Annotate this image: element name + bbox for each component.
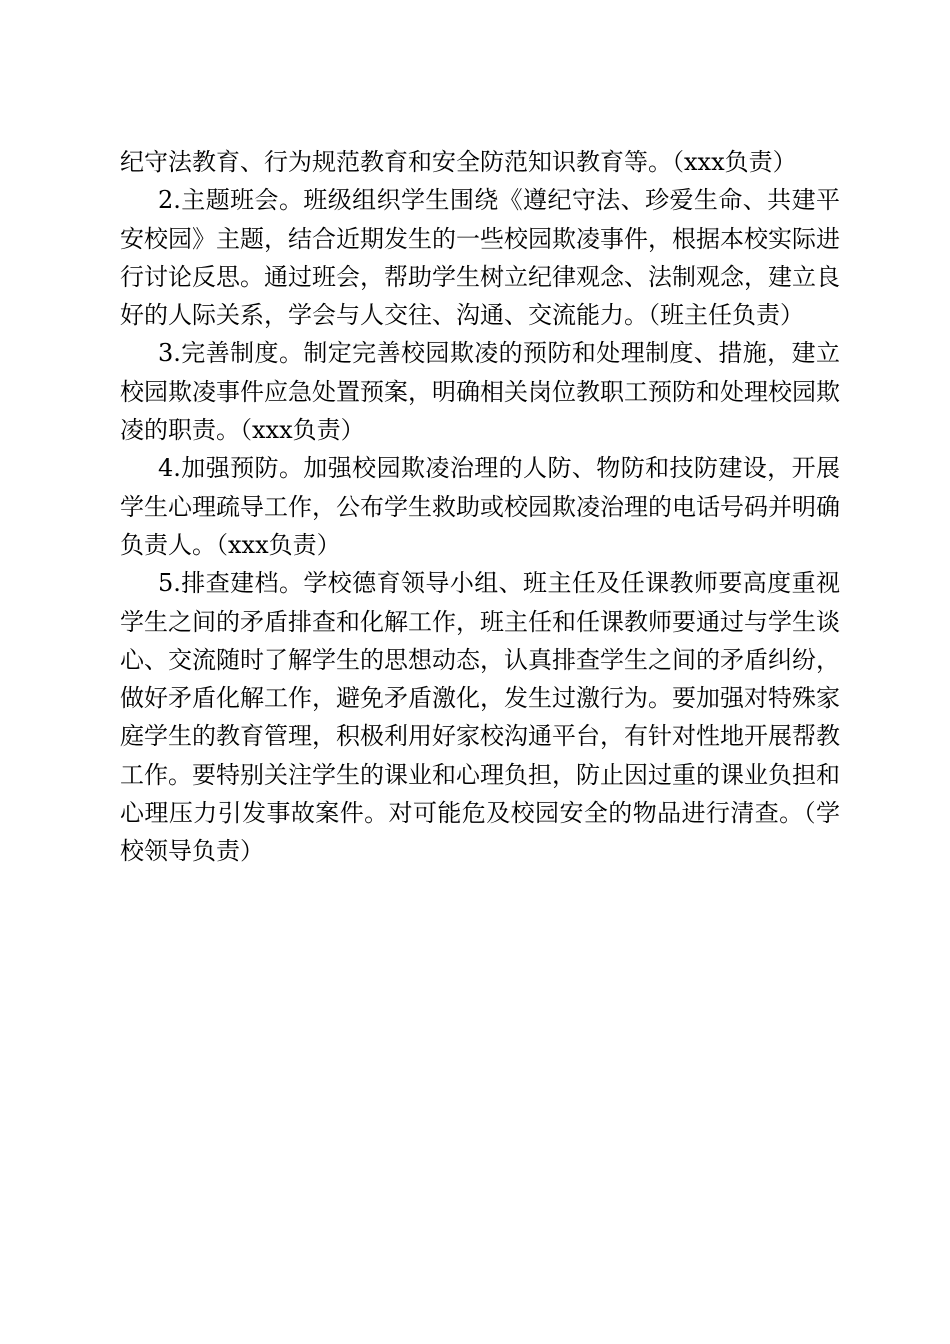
document-body	[120, 143, 840, 871]
paragraph-investigation-filing: 5.排查建档。学校德育领导小组、班主任及任课教师要高度重视学生之间的矛盾排查和化解工作，班主任和任课教师要通过与学生谈心、交流随时了解学生的思想动态，认真排查学生之间的矛盾纠纷，做好矛盾化解工作，避免矛盾激化，发生过激行为。要加强对特殊家庭学生的教育管理，积极利用好家校沟通平台，有针对性地开展帮教工作。要特别关注学生的课业和心理负担，防止因过重的课业负担和心理压力引发事故案件。对可能危及校园安全的物品进行清查。（学校领导负责）	[120, 569, 840, 866]
paragraph-strengthen-prevention: 4.加强预防。加强校园欺凌治理的人防、物防和技防建设，开展学生心理疏导工作，公布学生救助或校园欺凌治理的电话号码并明确负责人。（xxx负责）	[120, 454, 840, 559]
paragraph-continuation: 纪守法教育、行为规范教育和安全防范知识教育等。（xxx负责）	[120, 148, 797, 176]
paragraph-improve-system: 3.完善制度。制定完善校园欺凌的预防和处理制度、措施，建立校园欺凌事件应急处置预案，明确相关岗位教职工预防和处理校园欺凌的职责。（xxx负责）	[120, 339, 840, 445]
paragraph-theme-class-meeting: 2.主题班会。班级组织学生围绕《遵纪守法、珍爱生命、共建平安校园》主题，结合近期发生的一些校园欺凌事件，根据本校实际进行讨论反思。通过班会，帮助学生树立纪律观念、法制观念，建立良好的人际关系，学会与人交往、沟通、交流能力。（班主任负责）	[120, 186, 840, 330]
